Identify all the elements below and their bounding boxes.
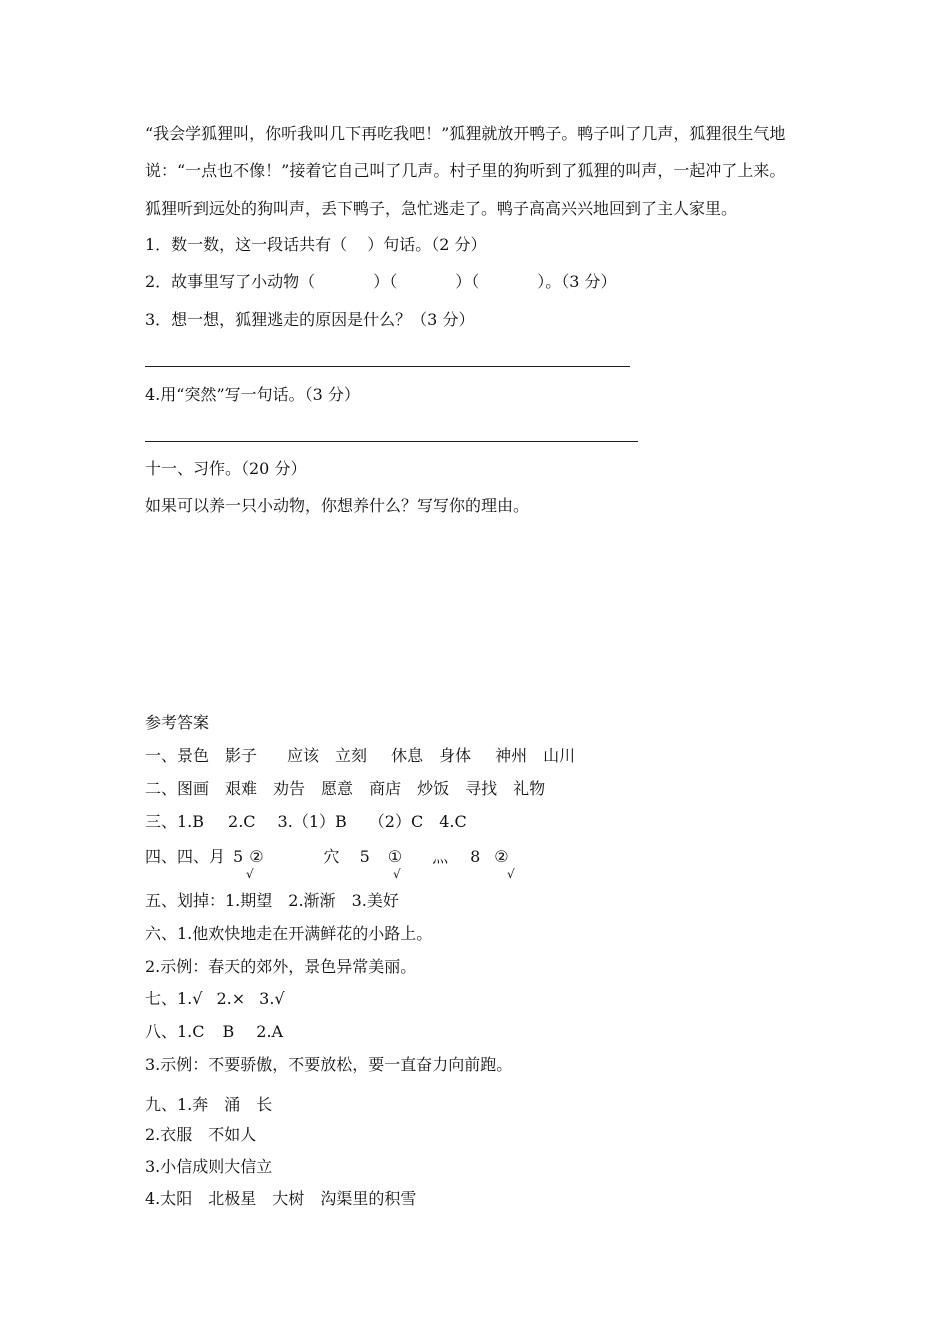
answer-1: 一、景色 影子 应该 立刻 休息 身体 神州 山川 (145, 746, 576, 765)
question-4: 4.用“突然”写一句话。（3 分） (145, 385, 360, 404)
answer-9-3: 3.小信成则大信立 (145, 1157, 273, 1176)
answer-line-q4 (145, 441, 638, 442)
answer-6-2: 2.示例：春天的郊外，景色异常美丽。 (145, 957, 417, 976)
composition-prompt: 如果可以养一只小动物，你想养什么？写写你的理由。 (145, 496, 530, 515)
composition-heading: 十一、习作。（20 分） (145, 459, 307, 478)
answer-8-3: 3.示例：不要骄傲，不要放松，要一直奋力向前跑。 (145, 1055, 513, 1074)
answer-5: 五、划掉：1.期望 2.渐渐 3.美好 (145, 891, 399, 910)
answer-9-2: 2.衣服 不如人 (145, 1125, 257, 1144)
check-mark: √ (393, 867, 401, 881)
question-3: 3．想一想，狐狸逃走的原因是什么？（3 分） (145, 310, 475, 329)
answer-9-4: 4.太阳 北极星 大树 沟渠里的积雪 (145, 1189, 417, 1208)
circled-number: ① (387, 847, 403, 866)
check-mark: √ (246, 867, 254, 881)
circled-number: ② (494, 847, 509, 866)
check-mark: √ (507, 867, 515, 881)
answer-7: 七、1.√ 2.× 3.√ (145, 989, 285, 1008)
passage-line-2: 说：“一点也不像！”接着它自己叫了几声。村子里的狗听到了狐狸的叫声，一起冲了上来。 (145, 161, 786, 180)
question-1: 1．数一数，这一段话共有（ ）句话。（2 分） (145, 235, 487, 254)
answer-2: 二、图画 艰难 劝告 愿意 商店 炒饭 寻找 礼物 (145, 779, 546, 798)
answer-6-1: 六、1.他欢快地走在开满鲜花的小路上。 (145, 924, 433, 943)
answer-line-q3 (145, 366, 630, 367)
circled-number: ② (249, 847, 264, 866)
answer-8: 八、1.C B 2.A (145, 1022, 284, 1041)
passage-line-3: 狐狸听到远处的狗叫声，丢下鸭子，急忙逃走了。鸭子高高兴兴地回到了主人家里。 (145, 199, 738, 218)
question-2: 2．故事里写了小动物（ ）（ ）（ ）。（3 分） (145, 272, 617, 291)
answer-4: 四、四、月 5 ② 穴 5 ① 灬 8 ② (145, 847, 509, 866)
answer-3: 三、1.B 2.C 3.（1）B （2）C 4.C (145, 812, 467, 831)
answers-title: 参考答案 (145, 713, 210, 732)
answer-9: 九、1.奔 涌 长 (145, 1095, 273, 1114)
passage-line-1: “我会学狐狸叫，你听我叫几下再吃我吧！”狐狸就放开鸭子。鸭子叫了几声，狐狸很生气地 (145, 124, 786, 143)
